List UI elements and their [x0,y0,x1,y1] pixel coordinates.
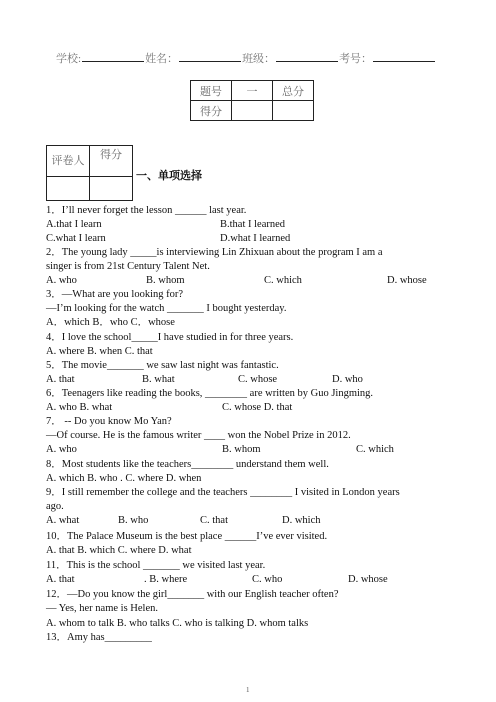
option-a: A.that I learn [46,219,102,230]
question-line: 13．Amy has_________ [46,632,152,643]
option-d: D. who [332,374,363,385]
name-label: 姓名： [145,53,179,65]
score-label-cell: 得分 [191,101,232,121]
option-row: A. who B. what [46,402,113,413]
question-line: —Of course. He is the famous writer ____ won the Nobel Prize in 2012. [46,430,351,441]
option-b: . B. where [144,574,188,585]
option-a: A. that [46,374,75,385]
name-blank [179,51,241,62]
option-a: A. what [46,515,80,526]
option-row: A. whom to talk B. who talks C. who is talking D. whom talks [46,618,309,629]
grader-table [46,145,133,201]
question-line: 11．This is the school _______ we visited last year. [46,560,266,571]
option-a: A. who [46,275,77,286]
option-row: A. that B. which C. where D. what [46,545,192,556]
option-c: C.what I learn [46,233,106,244]
student-info-line [56,50,436,66]
question-line: 7． -- Do you know Mo Yan? [46,416,172,427]
question-line: 8．Most students like the teachers________ understand them well. [46,459,329,470]
score-header-cell: 总分 [273,81,314,101]
section-title: 一、单项选择 [136,169,202,182]
grader-empty-cell [90,177,133,201]
question-line: 3．—What are you looking for? [46,289,184,300]
question-line: 4．I love the school_____I have studied in for three years. [46,332,294,343]
question-line: — Yes, her name is Helen. [46,603,158,614]
question-line: 1．I’ll never forget the lesson ______ last year. [46,205,247,216]
question-line: singer is from 21st Century Talent Net. [46,261,210,272]
id-blank [373,51,435,62]
question-line: 12．—Do you know the girl_______ with our English teacher often? [46,589,339,600]
score-value-cell [232,101,273,121]
question-line: 6．Teenagers like reading the books, ________ are written by Guo Jingming. [46,388,374,399]
option-d: D. which [282,515,321,526]
option-b: B. whom [222,444,261,455]
option-d: D. whose [387,275,427,286]
question-line: —I’m looking for the watch _______ I bought yesterday. [46,303,287,314]
option-a: A. who [46,444,77,455]
option-a: A. that [46,574,75,585]
question-line: 5．The movie_______ we saw last night was fantastic. [46,360,279,371]
class-label: 班级： [242,53,276,65]
school-label: 学校: [56,53,82,65]
score-value-cell [273,101,314,121]
question-line: ago. [46,501,64,512]
option-row: A．which B．who C．whose [46,317,175,328]
option-b: B.that I learned [220,219,286,230]
option-row: A. which B. who . C. where D. when [46,473,202,484]
school-blank [82,51,144,62]
option-c: C. that [200,515,228,526]
question-line: 9．I still remember the college and the teachers ________ I visited in London years [46,487,400,498]
option-c: C. which [264,275,302,286]
question-line: 10．The Palace Museum is the best place ______I’ve ever visited. [46,531,328,542]
page-number: 1 [246,686,250,694]
score-header-cell: 题号 [191,81,232,101]
question-line: 2．The young lady _____is interviewing Lin Zhixuan about the program I am a [46,247,383,258]
option-d: D.what I learned [220,233,291,244]
option-b: B. what [142,374,175,385]
option-b: B. whom [146,275,185,286]
option-b: B. who [118,515,149,526]
score-table [190,80,314,121]
id-label: 考号： [339,53,373,65]
option-c: C. which [356,444,394,455]
grader-score-label-cell: 得分 [90,146,133,177]
option-row: A. where B. when C. that [46,346,153,357]
option-c: C. whose [238,374,278,385]
grader-label-cell: 评卷人 [47,146,90,177]
option-d: D. whose [348,574,388,585]
option-row: C. whose D. that [222,402,293,413]
score-header-cell: 一 [232,81,273,101]
class-blank [276,51,338,62]
grader-empty-cell [47,177,90,201]
option-c: C. who [252,574,283,585]
